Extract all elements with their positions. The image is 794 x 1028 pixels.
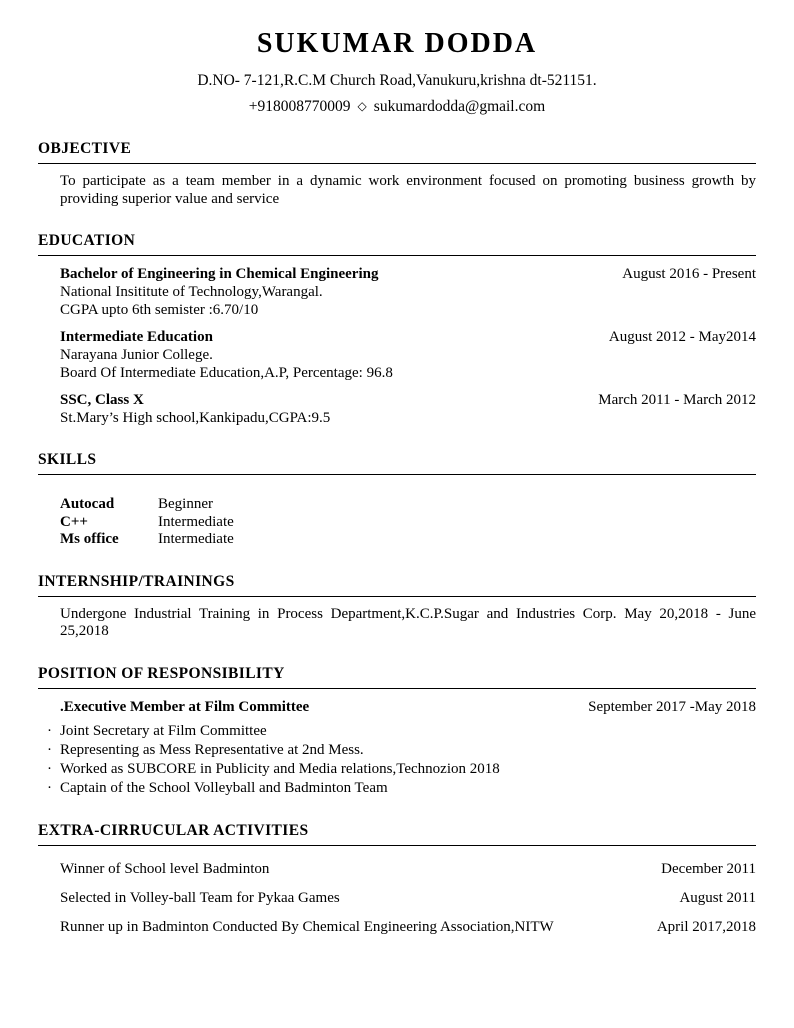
education-entry-header bbox=[60, 391, 756, 409]
bullet-item bbox=[47, 722, 756, 741]
skill-level: Intermediate bbox=[158, 513, 234, 530]
education-entry bbox=[60, 391, 756, 427]
section-title-objective: OBJECTIVE bbox=[38, 140, 756, 164]
skill-name: Autocad bbox=[60, 496, 115, 512]
bullet-icon: · bbox=[47, 741, 52, 758]
section-title-internship: INTERNSHIP/TRAININGS bbox=[38, 573, 756, 597]
activity-row bbox=[60, 918, 756, 936]
section-title-responsibility: POSITION OF RESPONSIBILITY bbox=[38, 665, 756, 689]
internship-text: Undergone Industrial Training in Process Department,K.C.P.Sugar and Industries Corp. bbox=[60, 605, 617, 622]
education-content bbox=[38, 256, 756, 427]
education-entry bbox=[60, 328, 756, 382]
section-title-extracurricular: EXTRA-CIRRUCULAR ACTIVITIES bbox=[38, 822, 756, 846]
grade-line: CGPA upto 6th semister :6.70/10 bbox=[60, 302, 259, 318]
skill-name: Ms office bbox=[60, 531, 119, 547]
activity-date: April 2017,2018 bbox=[656, 918, 756, 935]
activity-date: December 2011 bbox=[661, 860, 756, 877]
skills-content bbox=[38, 475, 756, 549]
bullet-text: Captain of the School Volleyball and Badminton Team bbox=[60, 779, 388, 796]
education-entry bbox=[60, 265, 756, 319]
responsibility-content bbox=[38, 689, 756, 716]
section-title-skills: SKILLS bbox=[38, 451, 756, 475]
objective-content bbox=[38, 164, 756, 208]
internship-content bbox=[38, 597, 756, 641]
entry-date: August 2016 - Present bbox=[622, 266, 756, 282]
skill-row bbox=[60, 496, 756, 514]
internship-entry bbox=[60, 606, 756, 641]
email-address: sukumardodda@gmail.com bbox=[373, 98, 546, 115]
entry-date: March 2011 - March 2012 bbox=[598, 392, 756, 408]
skill-name: C++ bbox=[60, 513, 88, 530]
bullet-text: Worked as SUBCORE in Publicity and Media relations,Technozion 2018 bbox=[60, 760, 500, 777]
phone-number: +918008770009 bbox=[248, 98, 351, 115]
bullet-icon: · bbox=[47, 722, 52, 739]
activity-text: Runner up in Badminton Conducted By Chemical Engineering Association,NITW bbox=[60, 918, 554, 935]
skill-level: Beginner bbox=[158, 496, 213, 512]
activity-text: Selected in Volley-ball Team for Pykaa Games bbox=[60, 889, 340, 906]
section-title-education: EDUCATION bbox=[38, 232, 756, 256]
bullet-icon: · bbox=[47, 760, 52, 777]
bullet-item bbox=[47, 741, 756, 760]
diamond-separator-icon: ◇ bbox=[357, 99, 367, 113]
bullet-icon: · bbox=[47, 779, 52, 796]
activity-row bbox=[60, 860, 756, 878]
bullet-item bbox=[47, 760, 756, 779]
entry-date: September 2017 -May 2018 bbox=[588, 698, 756, 715]
objective-text: To participate as a team member in a dynamic work environment focused on promoting business growth by providing superior value and service bbox=[60, 173, 756, 207]
role-title: .Executive Member at Film Committee bbox=[60, 698, 310, 715]
section-skills bbox=[38, 451, 756, 549]
resume-header bbox=[38, 28, 756, 116]
degree-title: Intermediate Education bbox=[60, 329, 213, 345]
section-objective bbox=[38, 140, 756, 208]
activity-row bbox=[60, 889, 756, 907]
candidate-name: SUKUMAR DODDA bbox=[256, 28, 538, 59]
section-internship bbox=[38, 573, 756, 641]
section-responsibility bbox=[38, 665, 756, 798]
education-entry-header bbox=[60, 265, 756, 283]
section-education bbox=[38, 232, 756, 427]
address-line: D.NO- 7-121,R.C.M Church Road,Vanukuru,krishna dt-521151. bbox=[197, 72, 597, 89]
responsibility-entry-header bbox=[60, 698, 756, 716]
degree-title: Bachelor of Engineering in Chemical Engineering bbox=[60, 266, 379, 282]
degree-title: SSC, Class X bbox=[60, 392, 144, 408]
institution-line: St.Mary’s High school,Kankipadu,CGPA:9.5 bbox=[60, 410, 331, 426]
section-extracurricular bbox=[38, 822, 756, 936]
education-entry-header bbox=[60, 328, 756, 346]
skill-level: Intermediate bbox=[158, 531, 234, 547]
bullet-item bbox=[47, 779, 756, 798]
institution-line: Narayana Junior College. bbox=[60, 347, 213, 363]
bullet-text: Representing as Mess Representative at 2nd Mess. bbox=[60, 741, 364, 758]
extracurricular-content bbox=[38, 846, 756, 936]
institution-line: National Insititute of Technology,Warangal. bbox=[60, 284, 323, 300]
skill-row bbox=[60, 514, 756, 532]
internship-date: May 20,2018 - June 25,2018 bbox=[60, 605, 756, 639]
activity-date: August 2011 bbox=[679, 889, 756, 906]
skill-row bbox=[60, 531, 756, 549]
grade-line: Board Of Intermediate Education,A.P, Percentage: 96.8 bbox=[60, 365, 393, 381]
bullet-text: Joint Secretary at Film Committee bbox=[60, 722, 267, 739]
contact-line bbox=[38, 97, 756, 116]
entry-date: August 2012 - May2014 bbox=[608, 329, 756, 345]
responsibility-bullet-list bbox=[38, 722, 756, 798]
activity-text: Winner of School level Badminton bbox=[60, 860, 270, 877]
